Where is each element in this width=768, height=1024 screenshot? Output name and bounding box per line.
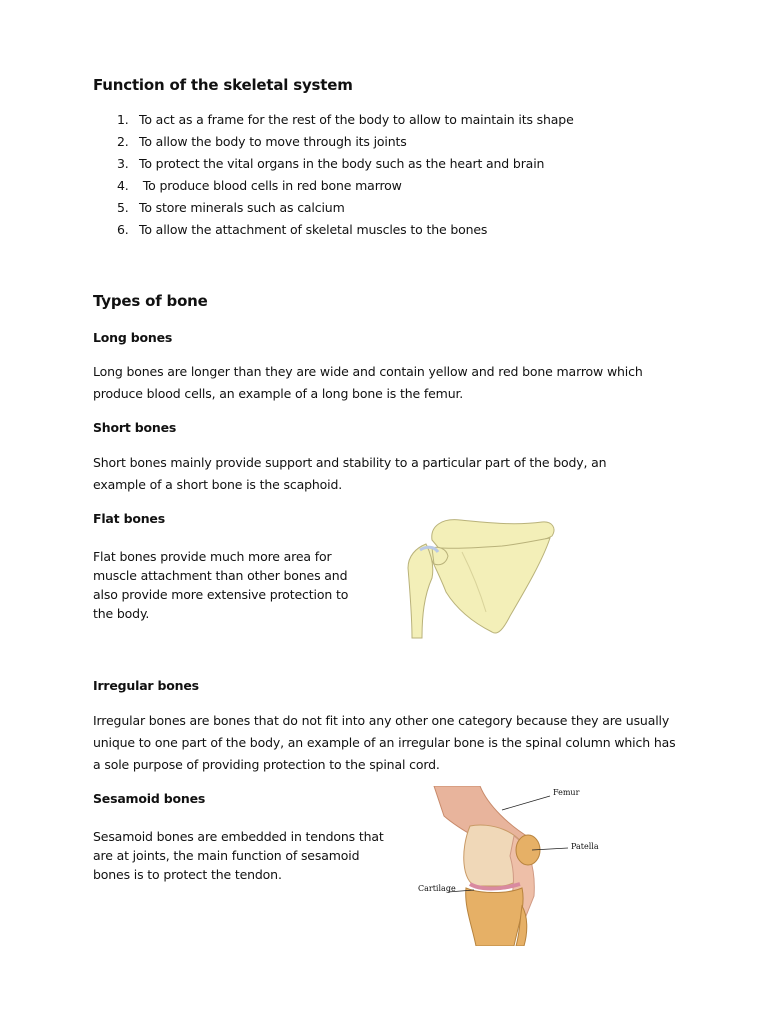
list-item-number: 1. [117,112,129,127]
paragraph-irregular-bones: Irregular bones are bones that do not fit into any other one category because they are usually unique to one part of the body, an example of an irregular bone is the spinal column which has a sole purpose of providing protection to the spinal cord. [93,713,676,772]
list-item-number: 6. [117,222,129,237]
list-item-text: To act as a frame for the rest of the body to allow to maintain its shape [139,112,574,127]
list-item-text: To protect the vital organs in the body such as the heart and brain [139,156,545,171]
scapula-illustration [402,512,557,642]
list-item [117,200,717,218]
heading-sesamoid-bones: Sesamoid bones [93,791,206,806]
paragraph-sesamoid-bones: Sesamoid bones are embedded in tendons that are at joints, the main function of sesamoid bones is to protect the tendon. [93,829,384,882]
section-title-functions: Function of the skeletal system [93,76,353,94]
heading-short-bones: Short bones [93,420,177,435]
heading-flat-bones: Flat bones [93,511,165,526]
list-item-number: 2. [117,134,129,149]
heading-irregular-bones: Irregular bones [93,678,199,693]
paragraph-flat-bones: Flat bones provide much more area for muscle attachment than other bones and also provide more extensive protection to the body. [93,549,349,621]
list-item [117,112,717,130]
list-item-text: To allow the body to move through its joints [139,134,407,149]
heading-long-bones: Long bones [93,330,173,345]
cartilage-label: Cartilage [418,884,456,893]
list-item-number: 3. [117,156,129,171]
knee-illustration [410,786,610,946]
list-item-text: To allow the attachment of skeletal muscles to the bones [139,222,488,237]
section-title-types: Types of bone [93,292,208,310]
list-item [117,178,717,196]
paragraph-long-bones: Long bones are longer than they are wide and contain yellow and red bone marrow which produce blood cells, an example of a long bone is the femur. [93,364,643,401]
list-item-text: To store minerals such as calcium [139,200,345,215]
list-item [117,222,717,240]
list-item-text: To produce blood cells in red bone marrow [139,178,402,193]
paragraph-short-bones: Short bones mainly provide support and stability to a particular part of the body, an example of a short bone is the scaphoid. [93,455,607,492]
patella-label: Patella [571,842,599,851]
femur-label: Femur [553,788,580,797]
list-item [117,134,717,152]
list-item-number: 4. [117,178,129,193]
list-item-number: 5. [117,200,129,215]
list-item [117,156,717,174]
